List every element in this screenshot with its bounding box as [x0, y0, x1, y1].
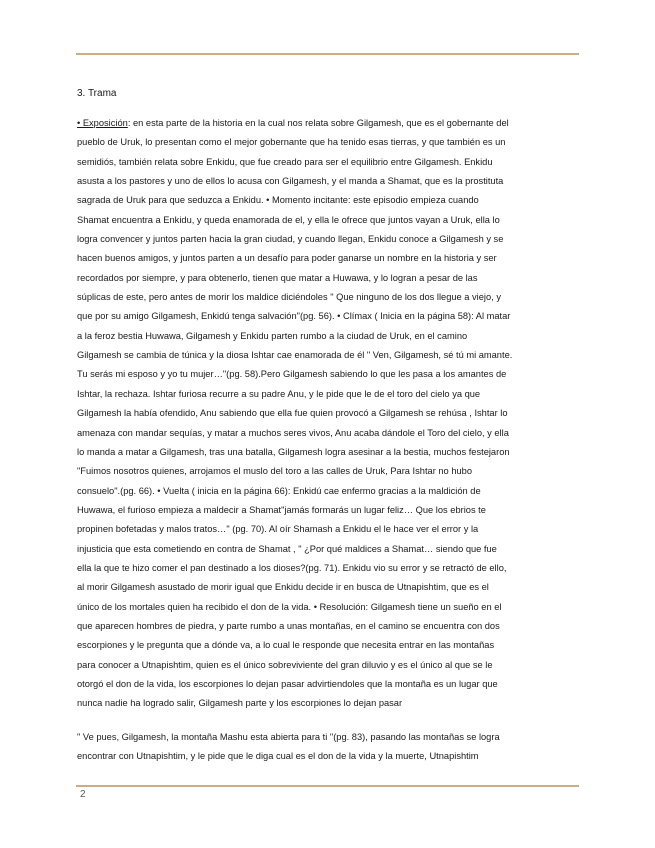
paragraph-line: semidiós, también relata sobre Enkidu, que fue creado para ser el equilibrio entre Gilgamesh. Enkidu [77, 156, 493, 167]
paragraph-plot-summary [77, 114, 579, 714]
paragraph-line: Gilgamesh la había ofendido, Anu sabiendo que ella fue quien provocó a Gilgamesh se rehúsa , Ishtar lo [77, 408, 508, 419]
paragraph-line: encontrar con Utnapishtim, y le pide que le diga cual es el don de la vida y la muerte, Utnapishtim [77, 751, 479, 761]
document-body [77, 84, 579, 766]
paragraph-line: otorgó el don de la vida, los escorpiones lo dejan pasar advirtiendoles que la montaña es un lugar que [77, 678, 498, 689]
first-line-text: : en esta parte de la historia en la cual nos relata sobre Gilgamesh, que es el gobernante del [127, 118, 509, 128]
paragraph-line: "Fuimos nosotros quienes, arrojamos el muslo del toro a las calles de Uruk, Para Ishtar no hubo [77, 466, 472, 477]
paragraph-line: Gilgamesh se cambia de túnica y la diosa Ishtar cae enamorada de él " Ven, Gilgamesh, sé tú mi amante. [77, 350, 513, 361]
paragraph-line: sagrada de Uruk para que seduzca a Enkidu. • Momento incitante: este episodio empieza cuando [77, 195, 479, 206]
paragraph-line: Ishtar, la rechaza. Ishtar furiosa recurre a su padre Anu, y le pide que le de el toro del cielo ya que [77, 388, 481, 399]
page-number: 2 [80, 789, 86, 800]
paragraph-line: Huwawa, el furioso empieza a maldecir a Shamat"jamás formarás un lugar feliz… Que los ebrios te [77, 504, 486, 515]
paragraph-line: lo manda a matar a Gilgamesh, tras una batalla, Gilgamesh logra asesinar a la bestia, muchos festejaron [77, 446, 510, 457]
section-heading: 3. Trama [77, 88, 117, 99]
paragraph-line: Tu serás mi esposo y yo tu mujer…"(pg. 58).Pero Gilgamesh sabiendo lo que les pasa a los amantes de [77, 369, 507, 380]
paragraph-line: al morir Gilgamesh asustado de morir igual que Enkidu decide ir en busca de Utnapishtim, que es el [77, 582, 489, 593]
paragraph-line: recordados por siempre, y para obtenerlo, tienen que matar a Huwawa, y lo logran a pesar de las [77, 272, 478, 283]
paragraph-line: escorpiones y le pregunta que a dónde va, a lo cual le responde que necesita entrar en las montañas [77, 640, 495, 651]
paragraph-line: " Ve pues, Gilgamesh, la montaña Mashu esta abierta para ti "(pg. 83), pasando las montañas se logra [77, 731, 500, 742]
header-rule [76, 53, 579, 55]
paragraph-continuation [77, 728, 579, 767]
paragraph-line: logra convencer y juntos parten hacia la gran ciudad, y cuando llegan, Enkidu conoce a Gilgamesh y se [77, 234, 504, 245]
paragraph-line: asusta a los pastores y uno de ellos lo acusa con Gilgamesh, y el manda a Shamat, que es la prostituta [77, 176, 504, 187]
paragraph-line: injusticia que esta cometiendo en contra de Shamat , " ¿Por qué maldices a Shamat… siendo que fue [77, 543, 497, 554]
paragraph-line: que por su amigo Gilgamesh, Enkidú tenga salvación"(pg. 56). • Clímax ( Inicia en la página 58): Al matar [77, 311, 511, 322]
paragraph-line: amenaza con mandar sequías, y matar a muchos seres vivos, Anu acaba dándole el Toro del cielo, y ella [77, 427, 509, 438]
paragraph-line: nunca nadie ha logrado salir, Gilgamesh parte y los escorpiones lo dejan pasar [77, 698, 403, 709]
paragraph-line: súplicas de este, pero antes de morir los maldice diciéndoles " Que ninguno de los dos llegue a viejo, y [77, 292, 501, 303]
paragraph-line [77, 114, 579, 133]
paragraph-line: Shamat encuentra a Enkidu, y queda enamorada de el, y ella le ofrece que juntos vayan a Uruk, ella lo [77, 214, 500, 225]
paragraph-line: que aparecen hombres de piedra, y parte rumbo a unas montañas, en el camino se encuentra con dos [77, 620, 500, 631]
paragraph-line: ella la que te hizo comer el pan destinado a los dioses?(pg. 71). Enkidu vio su error y se retractó de ello, [77, 562, 507, 573]
footer-rule [76, 785, 579, 787]
exposition-label: • Exposición [77, 118, 128, 128]
paragraph-line: consuelo".(pg. 66). • Vuelta ( inicia en la página 66): Enkidú cae enfermo gracias a la maldición de [77, 485, 481, 496]
paragraph-line: a la feroz bestia Huwawa, Gilgamesh y Enkidu parten rumbo a la ciudad de Uruk, en el camino [77, 330, 468, 341]
paragraph-line: único de los mortales quien ha recibido el don de la vida. • Resolución: Gilgamesh tiene un sueño en el [77, 601, 502, 612]
paragraph-line: propinen bofetadas y malos tratos…" (pg. 70). Al oír Shamash a Enkidu el le hace ver el error y la [77, 524, 479, 535]
paragraph-line: para conocer a Utnapishtim, quien es el único sobreviviente del gran diluvio y es el único al que se le [77, 659, 493, 670]
paragraph-line: hacen buenos amigos, y juntos parten a un desafío para poder ganarse un nombre en la historia y ser [77, 253, 497, 264]
paragraph-line: pueblo de Uruk, lo presentan como el mejor gobernante que ha tenido esas tierras, y que también es un [77, 137, 506, 148]
